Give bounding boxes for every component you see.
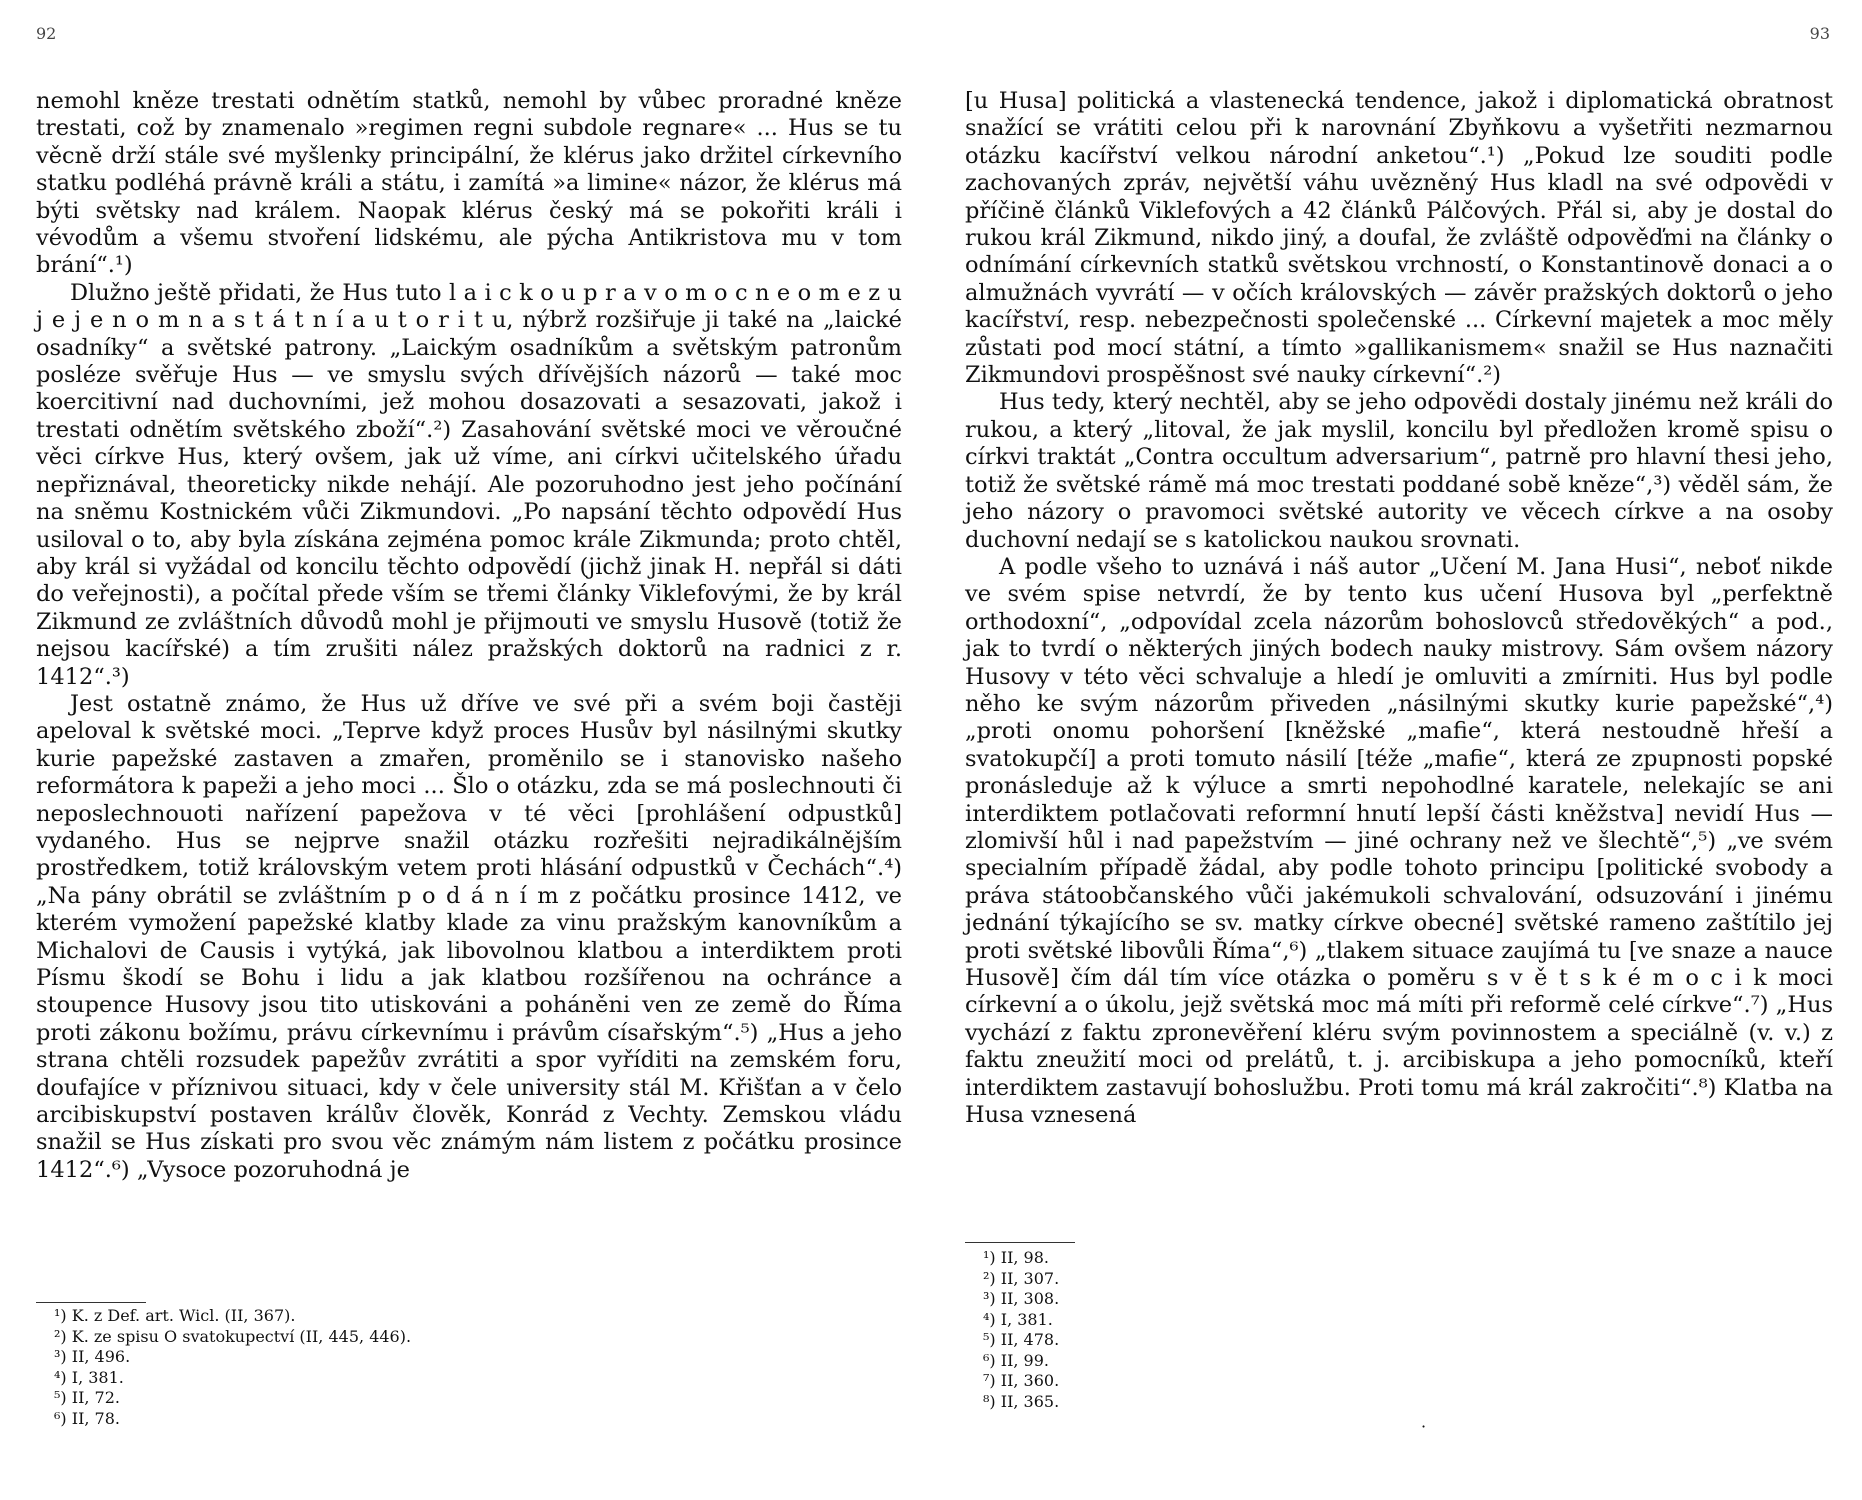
- left-paragraph-1: nemohl kněze trestati odnětím statků, nemohl by vůbec proradné kněze trestati, což by znamenalo »regimen regni subdole regnare« ... Hus se tu věcně drží stále své myšlenky principální, že klérus jako držitel církevního statku podléhá právně králi a státu, i zamítá »a limine« názor, že klérus má býti světsky nad králem. Naopak klérus český má se pokořiti králi i vévodům a všemu stvoření lidskému, ale pýcha Antikristova mu v tom brání“.¹): [36, 88, 902, 279]
- left-paragraph-3: Jest ostatně známo, že Hus už dříve ve své při a svém boji častěji apeloval k světské moci. „Teprve když proces Husův byl násilnými skutky kurie papežské zastaven a zmařen, proměnilo se i stanovisko našeho reformátora k papeži a jeho moci ... Šlo o otázku, zda se má poslechnouti či neposlechnouoti nařízení papežova v té věci [prohlášení odpustků] vydaného. Hus se nejprve snažil otázku rozřešiti nejradikálnějším prostředkem, totiž královským vetem proti hlásání odpustků v Čechách“.⁴) „Na pány obrátil se zvláštním p o d á n í m z počátku prosince 1412, ve kterém vymožení papežské klatby klade za vinu pražským kanovníkům a Michalovi de Causis i vytýká, jak libovolnou klatbou a interdiktem proti Písmu škodí se Bohu i lidu a jak klatbou rozšířenou na ochránce a stoupence Husovy jsou tito utiskováni a poháněni ven ze země do Říma proti zákonu božímu, právu církevnímu i právům císařským“.⁵) „Hus a jeho strana chtěli rozsudek papežův zvrátiti a spor vyříditi na zemském foru, doufajíce v příznivou situaci, kdy v čele university stál M. Křišťan a v čelo arcibiskupství postaven králův člověk, Konrád z Vechty. Zemskou vládu snažil se Hus získati pro svou věc známým nám listem z počátku prosince 1412“.⁶) „Vysoce pozoruhodná je: [36, 690, 902, 1183]
- footnote-item: ⁵) II, 478.: [983, 1330, 1060, 1349]
- right-footnotes: [983, 1248, 1059, 1412]
- footnote-item: ²) K. ze spisu O svatokupectví (II, 445, 446).: [54, 1326, 412, 1346]
- right-paragraph-2: Hus tedy, který nechtěl, aby se jeho odpovědi dostaly jinému než králi do rukou, a který „litoval, že jak myslil, koncilu byl předložen kromě spisu o církvi traktát „Contra occultum adversarium“, patrně pro hlavní thesi jeho, totiž že světské rámě má moc trestati poddané sobě kněze“,³) věděl sám, že jeho názory o pravomoci světské autority ve věcech církve a na osoby duchovní nedají se s katolickou naukou srovnati.: [965, 389, 1833, 553]
- footnote-item: ¹) K. z Def. art. Wicl. (II, 367).: [54, 1306, 296, 1325]
- left-paragraph-2: Dlužno ještě přidati, že Hus tuto l a i c k o u p r a v o m o c n e o m e z u j e j e n o m n a s t á t n í a u t o r i t u, nýbrž rozšiřuje ji také na „laické osadníky“ a světské patrony. „Laickým osadníkům a světským patronům posléze svěřuje Hus — ve smyslu svých dřívějších názorů — také moc koercitivní nad duchovními, jež mohou dosazovati a sesazovati, jakož i trestati odnětím světského zboží“.²) Zasahování světské moci ve věroučné věci církve Hus, který ovšem, jak už víme, ani církvi učitelského úřadu nepřiznával, theoreticky nikde nehájí. Ale pozoruhodno jest jeho počínání na sněmu Kostnickém vůči Zikmundovi. „Po napsání těchto odpovědí Hus usiloval o to, aby byla získána zejména pomoc krále Zikmunda; proto chtěl, aby král si vyžádal od koncilu těchto odpovědí (jichž jinak H. nepřál si dáti do veřejnosti), a počítal přede vším se třemi články Viklefovými, že by král Zikmund ze zvláštních důvodů mohl je přijmouti ve smyslu Husově (totiž že nejsou kacířské) a tím zrušiti nález pražských doktorů na radnici z r. 1412“.³): [36, 279, 902, 690]
- left-body-text: [36, 88, 902, 1184]
- footnote-item: ⁴) I, 381.: [983, 1309, 1053, 1329]
- footnote-item: ⁸) II, 365.: [983, 1391, 1060, 1411]
- footnote-item: ³) II, 308.: [983, 1289, 1060, 1308]
- footnote-item: ²) II, 307.: [983, 1268, 1060, 1288]
- footnote-item: ³) II, 496.: [54, 1347, 131, 1366]
- footnote-item: ⁷) II, 360.: [983, 1371, 1060, 1390]
- page-number-left: 92: [36, 24, 57, 43]
- right-paragraph-1: [u Husa] politická a vlastenecká tendence, jakož i diplomatická obratnost snažící se vrátiti celou při k narovnání Zbyňkovu a vyšetřiti nezmarnou otázku kacířství velkou národní anketou“.¹) „Pokud lze souditi podle zachovaných zpráv, největší váhu uvězněný Hus kladl na své odpovědi v příčině článků Viklefových a 42 článků Pálčových. Přál si, aby je dostal do rukou král Zikmund, nikdo jiný, a doufal, že zvláště odpověďmi na články o odnímání církevních statků světskou vrchností, o Konstantinově donaci a o almužnách vyvrátí — v očích královských — závěr pražských doktorů o jeho kacířství, resp. nebezpečnosti společenské ... Církevní majetek a moc měly zůstati pod mocí státní, a tímto »gallikanismem« snažil se Hus naznačiti Zikmundovi prospěšnost své nauky církevní“.²): [965, 88, 1833, 389]
- footnote-item: ⁵) II, 72.: [54, 1388, 120, 1407]
- footnote-item: ⁶) II, 78.: [54, 1408, 120, 1428]
- left-footnote-rule: [36, 1302, 146, 1303]
- right-page: [931, 0, 1862, 1500]
- footnote-item: ¹) II, 98.: [983, 1248, 1049, 1267]
- right-paragraph-3: A podle všeho to uznává i náš autor „Učení M. Jana Husi“, neboť nikde ve svém spise netvrdí, že by tento kus učení Husova byl „perfektně orthodoxní“, „odpovídal zcela názorům bohoslovců středověkých“ a pod., jak to tvrdí o některých jiných bodech nauky mistrovy. Sám ovšem názory Husovy v této věci schvaluje a hledí je omluviti a zmírniti. Hus byl podle něho ke svým názorům přiveden „násilnými skutky kurie papežské“,⁴) „proti onomu pohoršení [kněžské „mafie“, která nestoudně hřeší a svatokupčí] a proti tomuto násilí [téže „mafie“, která ze zpupnosti popské pronásleduje až k výluce a smrti nepohodlné karatele, nelekajíc se ani interdiktem potlačovati reformní hnutí lepší části kněžstva] nevidí Hus — zlomivší hůl i nad papežstvím — jiné ochrany než ve šlechtě“,⁵) „ve svém specialním případě žádal, aby podle tohoto principu [politické svobody a práva státoobčanského vůči jakémukoli schvalování, odsuzování i jinému jednání týkajícího se sv. matky církve obecné] světské rameno zaštítilo jej proti světské libovůli Říma“,⁶) „tlakem situace zaujímá tu [ve snaze a nauce Husově] čím dál tím více otázka o poměru s v ě t s k é m o c i k moci církevní a o úkolu, jejž světská moc má míti při reformě celé církve“.⁷) „Hus vychází z faktu zpronevěření kléru svým povinnostem a speciálně (v. v.) z faktu zneužití moci od prelátů, t. j. arcibiskupa a jeho pomocníků, kteří interdiktem zastavují bohoslužbu. Proti tomu má král zakročiti“.⁸) Klatba na Husa vznesená: [965, 553, 1833, 1129]
- right-footnote-rule: [965, 1242, 1075, 1243]
- right-body-text: [965, 88, 1833, 1129]
- footnote-item: ⁴) I, 381.: [54, 1367, 124, 1387]
- page-number-right: 93: [1809, 24, 1830, 43]
- stray-dot-mark: ·: [1421, 1417, 1427, 1436]
- footnote-item: ⁶) II, 99.: [983, 1350, 1049, 1370]
- left-footnotes: [54, 1306, 411, 1429]
